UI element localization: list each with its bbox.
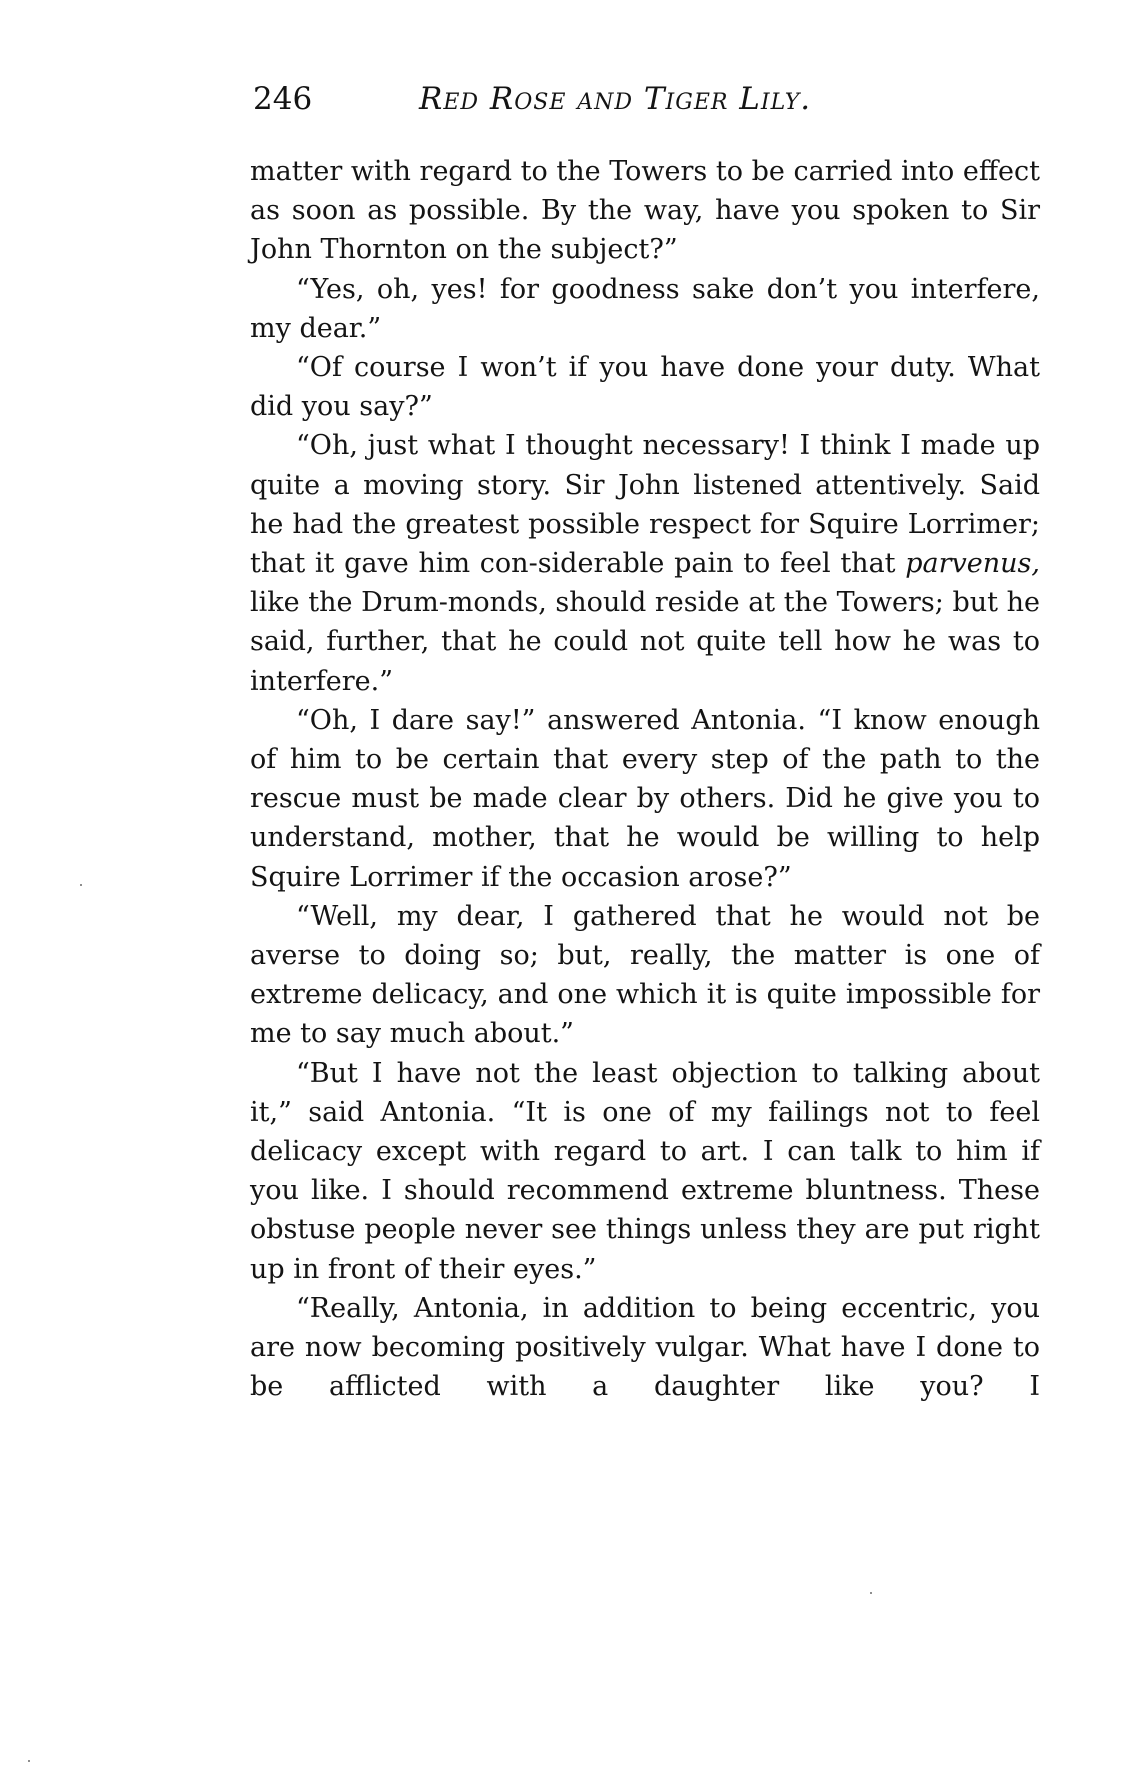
italic-word: parvenus, — [905, 548, 1040, 580]
paragraph-4-start: “Oh, just what I thought necessary! I think I made up quite a moving story. Sir John listened attentively. Said he had the greatest possible respect for Squire Lorrimer; that it gave him con-siderable pain to feel that — [250, 430, 1040, 580]
paragraph-6: “Well, my dear, I gathered that he would not be averse to doing so; but, really, the matter is one of extreme delicacy, and one which it is quite impossible for me to say much about.” — [250, 900, 1040, 1050]
page-number: 246 — [253, 81, 313, 117]
paragraph-2: “Yes, oh, yes! for goodness sake don’t you interfere, my dear.” — [250, 273, 1040, 344]
paragraph-8: “Really, Antonia, in addition to being eccentric, you are now becoming positively vulgar. What have I done to be afflicted with a daughter like you? I — [250, 1292, 1040, 1403]
running-header — [253, 76, 1041, 126]
paragraph-4-rest: like the Drum-monds, should reside at the Towers; but he said, further, that he could not quite tell how he was to interfere.” — [250, 587, 1040, 697]
ink-speck — [28, 1760, 30, 1762]
running-title: Red Rose and Tiger Lily. — [419, 81, 812, 117]
paragraph-1: matter with regard to the Towers to be carried into effect as soon as possible. By the way, have you spoken to Sir John Thornton on the subject?” — [250, 156, 1040, 266]
paragraph-3: “Of course I won’t if you have done your duty. What did you say?” — [250, 352, 1040, 423]
paragraph-7: “But I have not the least objection to talking about it,” said Antonia. “It is one of my failings not to feel delicacy except with regard to art. I can talk to him if you like. I should recommend extreme bluntness. These obstuse people never see things unless they are put right up in front of their eyes.” — [250, 1057, 1040, 1285]
body-text — [250, 152, 1040, 1407]
ink-speck — [80, 884, 82, 886]
paragraph-4 — [250, 426, 1040, 700]
paragraph-5: “Oh, I dare say!” answered Antonia. “I know enough of him to be certain that every step of the path to the rescue must be made clear by others. Did he give you to understand, mother, that he would be willing to help Squire Lorrimer if the occasion arose?” — [250, 704, 1040, 893]
ink-speck — [870, 1592, 872, 1594]
